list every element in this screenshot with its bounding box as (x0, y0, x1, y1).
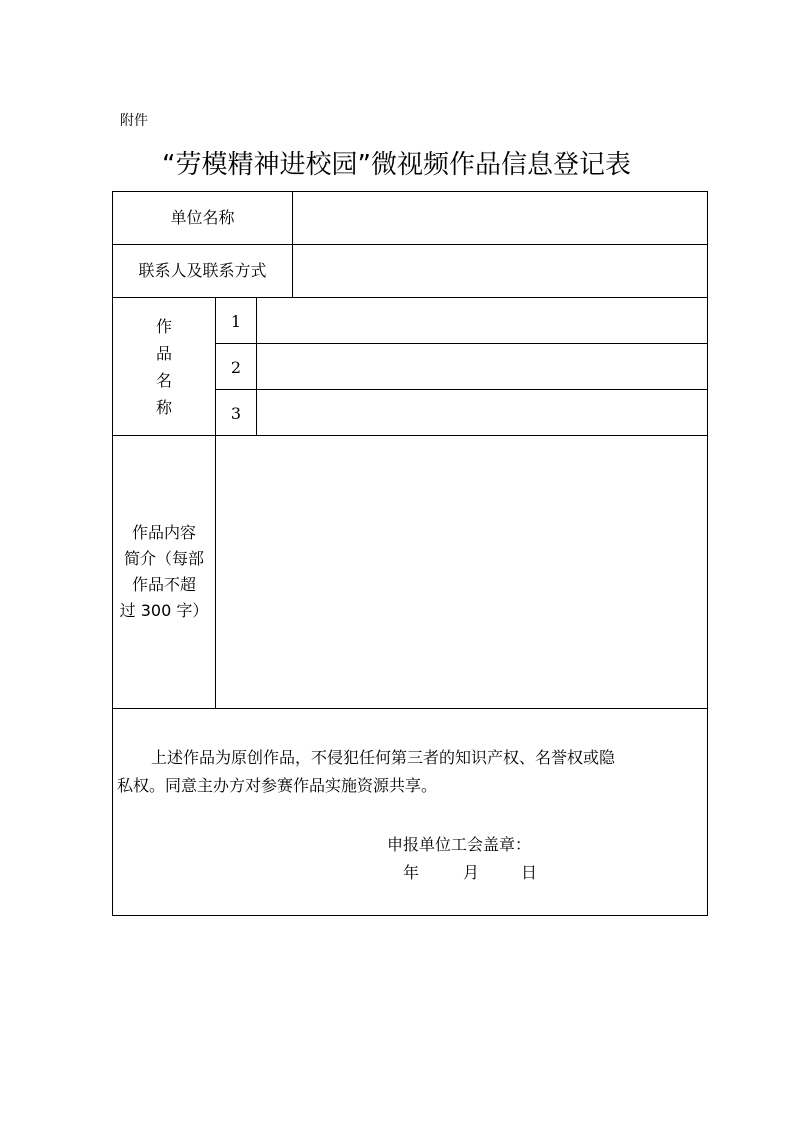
unit-name-field[interactable] (293, 192, 707, 244)
work-name-field-2[interactable] (257, 344, 707, 389)
work-name-field-1[interactable] (257, 298, 707, 343)
work-number-1: 1 (230, 312, 242, 331)
intro-label-line: 过 300 字） (119, 601, 209, 620)
works-label-char: 品 (155, 344, 172, 363)
contact-field[interactable] (293, 245, 707, 297)
intro-label (113, 520, 215, 624)
work-name-field-3[interactable] (257, 390, 707, 435)
unit-name-label: 单位名称 (170, 208, 235, 227)
date-day: 日 (521, 863, 538, 882)
work-number-2: 2 (230, 358, 242, 377)
declaration-line-2: 私权。同意主办方对参赛作品实施资源共享。 (117, 776, 438, 795)
intro-field[interactable] (216, 436, 707, 708)
work-number-3: 3 (230, 404, 242, 423)
works-label-char: 称 (155, 398, 172, 417)
declaration-line-1: 上述作品为原创作品，不侵犯任何第三者的知识产权、名誉权或隐 (151, 748, 616, 767)
works-label (113, 313, 215, 421)
contact-label: 联系人及联系方式 (138, 261, 267, 280)
registration-form (112, 191, 708, 916)
intro-label-line: 简介（每部 (123, 549, 204, 568)
intro-label-line: 作品不超 (131, 575, 196, 594)
works-label-char: 作 (155, 317, 172, 336)
works-label-char: 名 (155, 371, 172, 390)
attachment-label: 附件 (120, 113, 148, 129)
date-month: 月 (463, 863, 480, 882)
seal-label: 申报单位工会盖章： (387, 835, 532, 854)
page-title: “劳模精神进校园”微视频作品信息登记表 (162, 150, 631, 180)
intro-label-line: 作品内容 (131, 523, 196, 542)
divider (113, 708, 707, 709)
date-year: 年 (403, 863, 420, 882)
